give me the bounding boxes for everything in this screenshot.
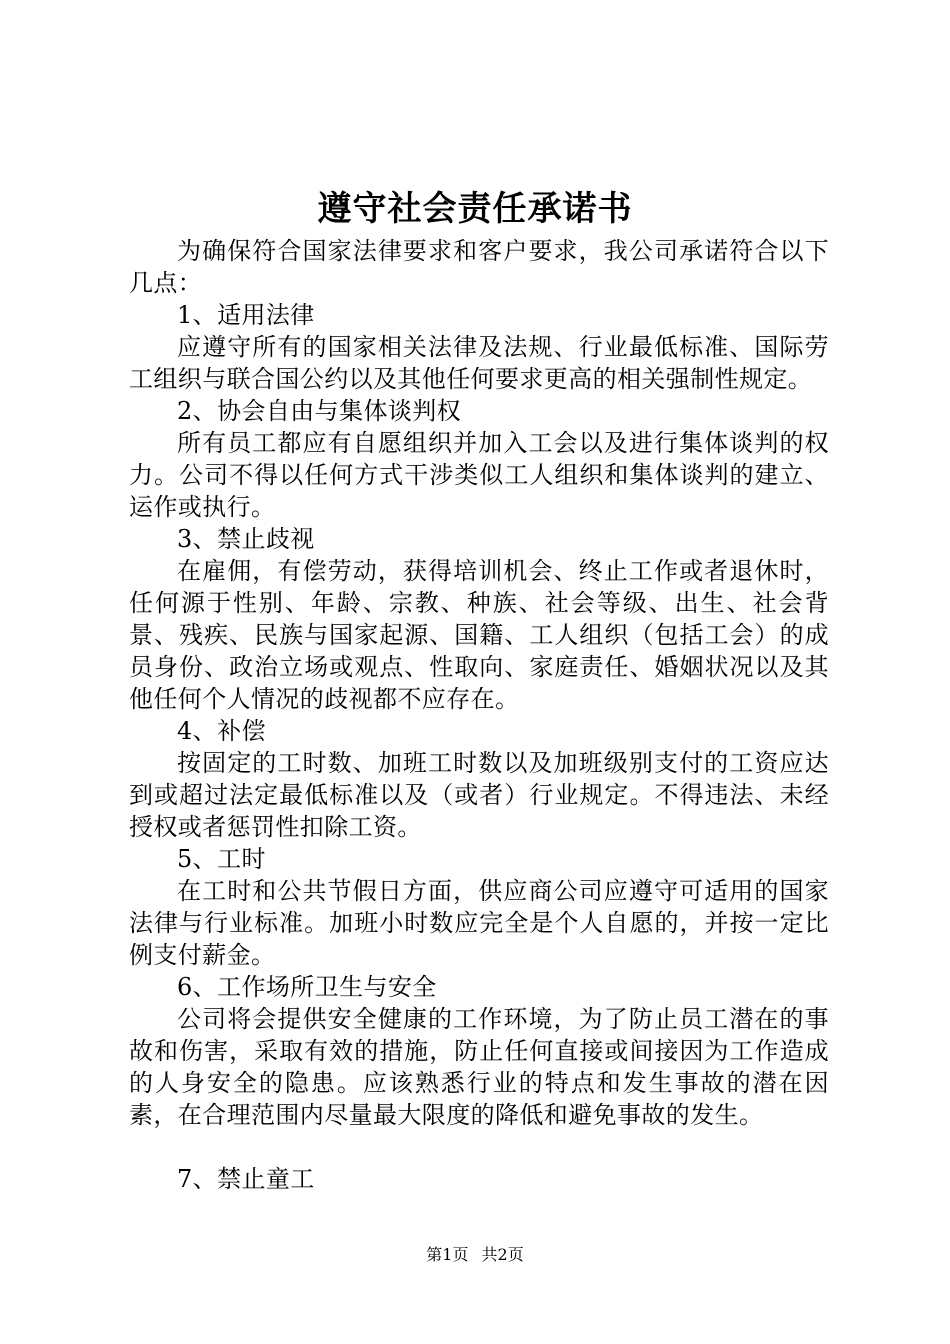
section-heading-4: 4、补偿 [177,717,266,745]
page-number-total: 共2页 [481,1245,524,1264]
section-heading-2: 2、协会自由与集体谈判权 [177,397,462,425]
section-body-5: 在工时和公共节假日方面，供应商公司应遵守可适用的国家法律与行业标准。加班小时数应完全是个人自愿的，并按一定比例支付薪金。 [129,877,829,969]
document-title: 遵守社会责任承诺书 [317,189,633,229]
page-number-current: 第1页 [426,1245,469,1264]
section-body-6: 公司将会提供安全健康的工作环境，为了防止员工潜在的事故和伤害，采取有效的措施，防止任何直接或间接因为工作造成的人身安全的隐患。应该熟悉行业的特点和发生事故的潜在因素，在合理范围内尽量最大限度的降低和避免事故的发生。 [129,1005,829,1129]
section-heading-5: 5、工时 [177,845,266,873]
page-footer [0,1244,950,1266]
section-heading-1: 1、适用法律 [177,301,315,329]
section-body-3: 在雇佣，有偿劳动，获得培训机会、终止工作或者退休时，任何源于性别、年龄、宗教、种族、社会等级、出生、社会背景、残疾、民族与国家起源、国籍、工人组织（包括工会）的成员身份、政治立场或观点、性取向、家庭责任、婚姻状况以及其他任何个人情况的歧视都不应存在。 [129,557,829,713]
section-body-1: 应遵守所有的国家相关法律及法规、行业最低标准、国际劳工组织与联合国公约以及其他任何要求更高的相关强制性规定。 [129,333,829,393]
section-body-2: 所有员工都应有自愿组织并加入工会以及进行集体谈判的权力。公司不得以任何方式干涉类似工人组织和集体谈判的建立、运作或执行。 [129,429,829,521]
section-heading-3: 3、禁止歧视 [177,525,315,553]
intro-paragraph: 为确保符合国家法律要求和客户要求，我公司承诺符合以下几点： [129,237,829,297]
section-heading-7: 7、禁止童工 [177,1165,315,1193]
section-heading-6: 6、工作场所卫生与安全 [177,973,437,1001]
document-body [129,235,829,1195]
section-body-4: 按固定的工时数、加班工时数以及加班级别支付的工资应达到或超过法定最低标准以及（或者）行业规定。不得违法、未经授权或者惩罚性扣除工资。 [129,749,829,841]
